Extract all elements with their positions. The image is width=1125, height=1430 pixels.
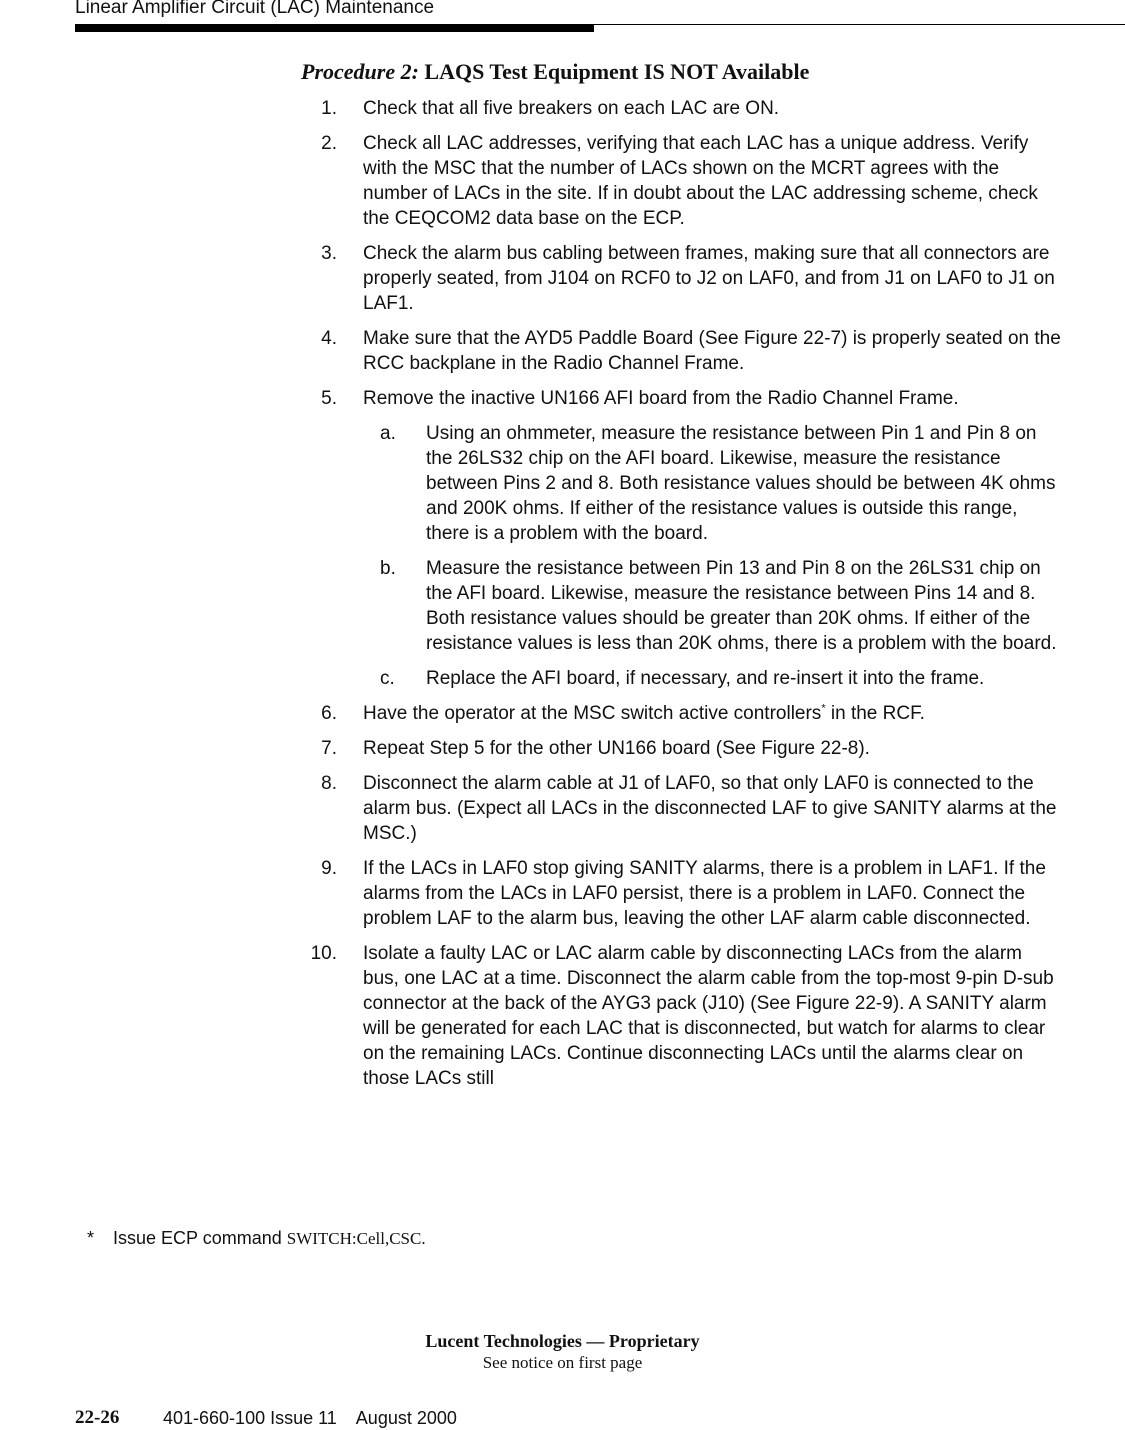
substep-a	[0, 421, 1125, 546]
substep-letter: c.	[380, 668, 395, 689]
page-number: 22-26	[75, 1407, 120, 1428]
substep-b	[0, 556, 1125, 656]
step-number: 7.	[321, 738, 337, 759]
step-text: If the LACs in LAF0 stop giving SANITY alarms, there is a problem in LAF1. If the alarms from the LACs in LAF0 persist, there is a problem in LAF0. Connect the problem LAF to the alarm bus, leaving the other LAF alarm cable disconnected.	[363, 858, 1046, 929]
step-text: Isolate a faulty LAC or LAC alarm cable by disconnecting LACs from the alarm bus, one LAC at a time. Disconnect the alarm cable from the top-most 9-pin D-sub connector at the back of the AYG3 pack (J10) (See Figure 22-9). A SANITY alarm will be generated for each LAC that is disconnected, but watch for alarms to clear on the remaining LACs. Continue disconnecting LACs until the alarms clear on those LACs still	[363, 943, 1054, 1089]
step-4	[0, 326, 1125, 376]
step-7	[0, 736, 1125, 761]
step-number: 4.	[321, 328, 337, 349]
substep-text: Measure the resistance between Pin 13 and Pin 8 on the 26LS31 chip on the AFI board. Likewise, measure the resistance between Pins 14 and 8. Both resistance values should be greater than 20K ohms. If either of the resistance values is less than 20K ohms, there is a problem with the board.	[426, 558, 1057, 654]
step-text-after: in the RCF.	[825, 703, 925, 724]
document-info: 401-660-100 Issue 11 August 2000	[163, 1408, 457, 1428]
footnote-command: SWITCH:Cell,CSC.	[286, 1229, 426, 1248]
step-number: 1.	[321, 98, 337, 119]
footer-proprietary: Lucent Technologies — Proprietary	[425, 1331, 700, 1351]
step-text: Check that all five breakers on each LAC are ON.	[363, 98, 780, 119]
step-text: Check all LAC addresses, verifying that each LAC has a unique address. Verify with the MSC that the number of LACs shown on the MCRT agrees with the number of LACs in the site. If in doubt about the LAC addressing scheme, check the CEQCOM2 data base on the ECP.	[363, 133, 1038, 229]
step-10	[0, 941, 1125, 1091]
step-text-before: Have the operator at the MSC switch active controllers	[363, 703, 822, 724]
procedure-name: LAQS Test Equipment IS NOT Available	[424, 59, 810, 84]
substep-c	[0, 666, 1125, 691]
step-text	[363, 701, 1063, 726]
footer-notice: See notice on first page	[482, 1353, 643, 1372]
substep-text: Using an ohmmeter, measure the resistance between Pin 1 and Pin 8 on the 26LS32 chip on the AFI board. Likewise, measure the resistance between Pins 2 and 8. Both resistance values should be between 4K ohms and 200K ohms. If either of the resistance values is outside this range, there is a problem with the board.	[426, 423, 1056, 544]
substep-letter: b.	[380, 558, 396, 579]
footnote-text: Issue ECP command	[113, 1228, 287, 1248]
step-9	[0, 856, 1125, 931]
footnote-mark: *	[87, 1228, 95, 1248]
footnote-marker: *	[821, 702, 826, 715]
procedure-title	[301, 58, 809, 86]
step-number: 10.	[310, 943, 337, 964]
step-number: 8.	[321, 773, 337, 794]
step-number: 6.	[321, 703, 337, 724]
step-5	[0, 386, 1125, 691]
step-text: Check the alarm bus cabling between frames, making sure that all connectors are properly seated, from J104 on RCF0 to J2 on LAF0, and from J1 on LAF0 to J1 on LAF1.	[363, 243, 1055, 314]
procedure-steps	[0, 96, 1125, 1101]
footnote	[87, 1226, 426, 1251]
running-header-title: Linear Amplifier Circuit (LAC) Maintenance	[75, 0, 435, 18]
header-thick-rule	[75, 24, 594, 32]
step-number: 2.	[321, 133, 337, 154]
step-1	[0, 96, 1125, 121]
step-number: 5.	[321, 388, 337, 409]
step-3	[0, 241, 1125, 316]
step-text: Disconnect the alarm cable at J1 of LAF0, so that only LAF0 is connected to the alarm bus. (Expect all LACs in the disconnected LAF to give SANITY alarms at the MSC.)	[363, 773, 1057, 844]
step-number: 9.	[321, 858, 337, 879]
step-text: Repeat Step 5 for the other UN166 board (See Figure 22-8).	[363, 738, 870, 759]
procedure-label: Procedure 2:	[301, 59, 419, 84]
step-number: 3.	[321, 243, 337, 264]
step-2	[0, 131, 1125, 231]
substep-text: Replace the AFI board, if necessary, and re-insert it into the frame.	[426, 668, 985, 689]
step-8	[0, 771, 1125, 846]
step-text: Remove the inactive UN166 AFI board from the Radio Channel Frame.	[363, 388, 959, 409]
step-6	[0, 701, 1125, 726]
substep-letter: a.	[380, 423, 396, 444]
step-text: Make sure that the AYD5 Paddle Board (See Figure 22-7) is properly seated on the RCC backplane in the Radio Channel Frame.	[363, 328, 1061, 374]
